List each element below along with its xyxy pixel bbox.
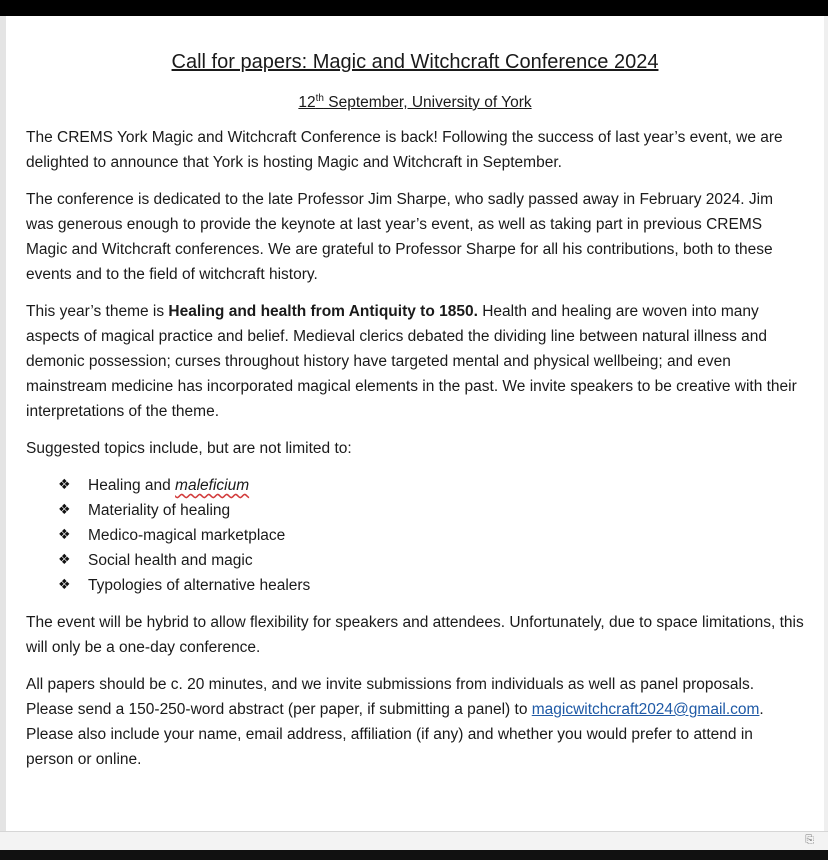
dedication-paragraph: The conference is dedicated to the late Professor Jim Sharpe, who sadly passed away in February 2024. Jim was generous enough to provide the keynote at last year’s event, as well as taking part in previous CREMS Magic and Witchcraft conferences. We are grateful to Professor Sharpe for all his contributions, both to these events and to the field of witchcraft history. [26, 191, 773, 283]
topic-label: Social health and magic [88, 552, 253, 569]
theme-lead: This year’s theme is [26, 303, 169, 320]
theme-description: Health and healing are woven into many aspects of magical practice and belief. Medieval clerics debated the dividing line between natural illness and demonic possession; curses throughout history have targeted mental and physical wellbeing; and even mainstream medicine has incorporated magical elements in the past. We invite speakers to be creative with their interpretations of the theme. [26, 303, 797, 420]
diamond-bullet-icon: ❖ [58, 477, 71, 493]
intro-paragraph: The CREMS York Magic and Witchcraft Conference is back! Following the success of last year’s event, we are delighted to announce that York is hosting Magic and Witchcraft in September. [26, 129, 783, 171]
topic-1-lead: Healing and [88, 477, 176, 494]
topic-label: Typologies of alternative healers [88, 577, 311, 594]
list-item [58, 523, 804, 548]
diamond-bullet-icon: ❖ [58, 502, 71, 518]
list-item [58, 473, 804, 498]
diamond-bullet-icon: ❖ [58, 527, 71, 543]
submission-lead: All papers should be c. 20 minutes, and we invite submissions from individuals as well as panel proposals. Please send a 150-250-word abstract (per paper, if submitting a panel) to [26, 676, 755, 718]
topics-intro: Suggested topics include, but are not limited to: [26, 440, 352, 457]
theme-paragraph [26, 299, 804, 424]
diamond-bullet-icon: ❖ [58, 577, 71, 593]
page-left-edge [0, 16, 6, 831]
topics-list [26, 473, 804, 598]
bottom-bar [0, 850, 828, 860]
list-item [58, 548, 804, 573]
submission-paragraph [26, 672, 804, 772]
date-suffix: th [315, 92, 324, 104]
event-date-location [26, 90, 804, 115]
date-rest: September, University of York [323, 94, 532, 111]
list-item [58, 498, 804, 523]
page-right-edge [824, 16, 828, 831]
topic-label: Medico-magical marketplace [88, 527, 286, 544]
document-title: Call for papers: Magic and Witchcraft Conference 2024 [171, 51, 659, 73]
hybrid-paragraph: The event will be hybrid to allow flexibility for speakers and attendees. Unfortunately, due to space limitations, this will only be a one-day conference. [26, 614, 804, 656]
date-day: 12 [298, 94, 316, 111]
top-bar [0, 0, 828, 16]
submission-rest: . Please also include your name, email address, affiliation (if any) and whether you would prefer to attend in person or online. [26, 701, 764, 768]
topic-1-term: maleficium [175, 477, 250, 494]
email-link[interactable]: magicwitchcraft2024@gmail.com [531, 701, 760, 718]
paste-options-icon[interactable]: ⎘ [805, 833, 814, 846]
diamond-bullet-icon: ❖ [58, 552, 71, 568]
topic-label: Materiality of healing [88, 502, 231, 519]
list-item [58, 573, 804, 598]
document-page [26, 48, 804, 784]
theme-title: Healing and health from Antiquity to 1850. [168, 303, 478, 320]
topic-label [88, 473, 249, 498]
